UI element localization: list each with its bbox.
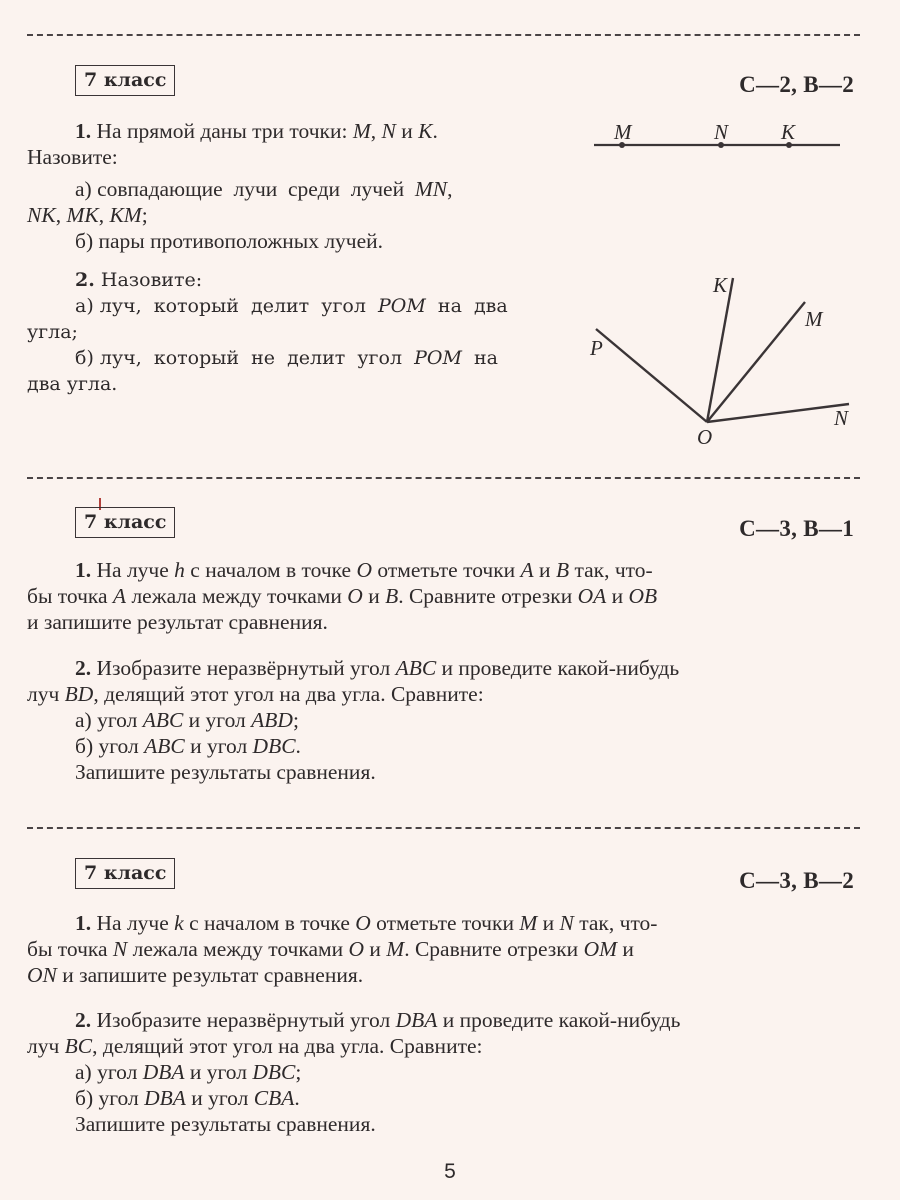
line-figure bbox=[594, 120, 840, 148]
task-line: а) совпадающие лучи среди лучей MN, bbox=[75, 177, 453, 201]
vertex-label: O bbox=[697, 425, 713, 449]
task-line: а) угол ABC и угол ABD; bbox=[75, 708, 299, 732]
class-label-box: 7 класс bbox=[75, 65, 175, 96]
task-line: 2. Назовите: bbox=[75, 269, 203, 291]
task-line: Запишите результаты сравнения. bbox=[75, 1112, 376, 1136]
task-line: бы точка N лежала между точками O и M. Сравните отрезки OM и bbox=[27, 937, 634, 961]
geometry-figures bbox=[0, 0, 900, 480]
ray-label: N bbox=[834, 406, 849, 430]
ray-label: P bbox=[590, 336, 603, 360]
task-line: два угла. bbox=[27, 373, 118, 395]
variant-code: С—2, В—2 bbox=[739, 72, 854, 97]
variant-code: С—3, В—2 bbox=[739, 868, 854, 893]
task-line: Запишите результаты сравнения. bbox=[75, 760, 376, 784]
task-line: а) угол DBA и угол DBC; bbox=[75, 1060, 302, 1084]
task-2 bbox=[27, 655, 860, 785]
point-label: N bbox=[714, 120, 729, 144]
point-label: M bbox=[614, 120, 632, 144]
task-line: луч BD, делящий этот угол на два угла. Сравните: bbox=[27, 682, 484, 706]
task-line: б) пары противоположных лучей. bbox=[75, 229, 384, 253]
point-label: K bbox=[781, 120, 796, 144]
task-2 bbox=[27, 1007, 860, 1137]
task-line: 1. На луче k с началом в точке O отметьте точки M и N так, что- bbox=[75, 911, 658, 935]
class-label-box: 7 класс bbox=[75, 858, 175, 889]
class-label-box: 7 класс bbox=[75, 507, 175, 538]
task-line: б) угол DBA и угол CBA. bbox=[75, 1086, 300, 1110]
task-line: NK, MK, KM; bbox=[27, 203, 148, 227]
task-line: б) угол ABC и угол DBC. bbox=[75, 734, 301, 758]
task-line: 1. На прямой даны три точки: M, N и K. bbox=[75, 119, 438, 143]
task-line: 2. Изобразите неразвёрнутый угол DBA и проведите какой-нибудь bbox=[75, 1008, 681, 1032]
cut-line bbox=[27, 827, 860, 829]
task-line: б) луч, который не делит угол POM на bbox=[75, 347, 498, 369]
task-line: а) луч, который делит угол POM на два bbox=[75, 295, 508, 317]
angle-figure bbox=[596, 278, 849, 422]
variant-code: С—3, В—1 bbox=[739, 516, 854, 541]
task-line: 1. На луче h с началом в точке O отметьте точки A и B так, что- bbox=[75, 558, 653, 582]
task-line: бы точка A лежала между точками O и B. Сравните отрезки OA и OB bbox=[27, 584, 658, 608]
task-line: луч BC, делящий этот угол на два угла. Сравните: bbox=[27, 1034, 483, 1058]
task-1 bbox=[27, 557, 860, 635]
task-line: угла; bbox=[27, 321, 78, 343]
task-line: 2. Изобразите неразвёрнутый угол ABC и проведите какой-нибудь bbox=[75, 656, 680, 680]
task-line: ON и запишите результат сравнения. bbox=[27, 963, 364, 987]
task-line: Назовите: bbox=[27, 145, 118, 169]
ray-label: K bbox=[713, 273, 728, 297]
task-1 bbox=[27, 910, 860, 988]
ray-label: M bbox=[805, 307, 823, 331]
page-number: 5 bbox=[444, 1160, 456, 1183]
task-line: и запишите результат сравнения. bbox=[27, 610, 328, 634]
